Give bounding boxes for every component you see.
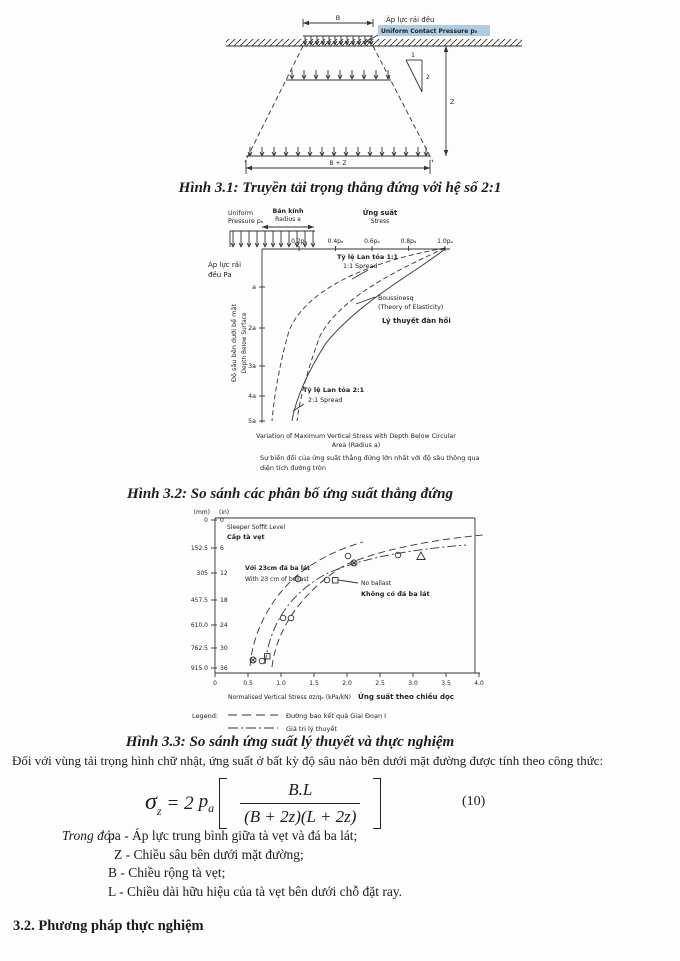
svg-text:1.0: 1.0 <box>276 680 286 687</box>
envelope-curve-left <box>250 542 363 666</box>
svg-text:diện tích đường tròn: diện tích đường tròn <box>260 464 326 472</box>
svg-text:4.0: 4.0 <box>474 680 484 687</box>
svg-text:Giá trị lý thuyết: Giá trị lý thuyết <box>286 725 337 733</box>
fig32-pressure-left-vi: Áp lực rải <box>208 261 242 269</box>
fig33-xlabel-en: Normalised Vertical Stress σz/qₒ (kPa/kN) <box>228 694 351 701</box>
svg-text:Pressure pₐ: Pressure pₐ <box>228 218 264 225</box>
svg-text:0: 0 <box>213 680 217 687</box>
fig33-xlabel-vi: Ứng suất theo chiều dọc <box>358 693 454 701</box>
svg-text:0: 0 <box>220 517 224 524</box>
svg-text:3a: 3a <box>248 363 256 370</box>
svg-text:a: a <box>252 284 256 291</box>
fig31-slope-h: 1 <box>411 52 415 59</box>
fig31-dim-bottom: B + Z <box>329 160 347 167</box>
svg-text:2.5: 2.5 <box>375 680 385 687</box>
fig32-spread21-label-en: 2:1 Spread <box>308 397 343 404</box>
curve-boussinesq <box>292 249 445 421</box>
section-heading-3-2: 3.2. Phương pháp thực nghiệm <box>13 918 204 934</box>
svg-text:2a: 2a <box>248 325 256 332</box>
svg-text:0: 0 <box>204 517 208 524</box>
equation-number: (10) <box>462 794 486 809</box>
fig33-sleeper-label-en: Sleeper Soffit Level <box>227 524 286 531</box>
svg-text:18: 18 <box>220 597 228 604</box>
fraction-denominator: (B + 2z)(L + 2z) <box>240 803 360 827</box>
fig32-depth-axis-vi: Độ sâu bên dưới bề mặt <box>230 303 238 383</box>
svg-text:762.5: 762.5 <box>190 645 208 652</box>
equation-10 <box>145 778 381 829</box>
fig33-ballast-label-en: With 23 cm of ballast <box>245 576 309 583</box>
curve-1-1-spread <box>272 248 445 421</box>
svg-text:12: 12 <box>220 570 228 577</box>
svg-text:Legend:: Legend: <box>192 712 219 720</box>
fig32-y-ticks <box>248 284 265 425</box>
svg-text:3.0: 3.0 <box>408 680 418 687</box>
fig32-depth-axis-en: Depth Below Surface <box>242 312 248 374</box>
fraction-numerator: B.L <box>288 780 313 799</box>
intro-paragraph: Đối với vùng tải trọng hình chữ nhật, ứng suất ở bất kỳ độ sâu nào bên dưới mặt đường được tính theo công thức: <box>12 753 604 768</box>
right-bracket <box>373 778 381 829</box>
curve-2-1-spread <box>297 248 445 421</box>
fig31-mid-load-arrows <box>290 70 390 79</box>
fig33-noballast-label-en: No ballast <box>361 580 392 587</box>
svg-text:0.4pₐ: 0.4pₐ <box>327 238 344 245</box>
svg-text:1.5: 1.5 <box>309 680 319 687</box>
definition-z: Z - Chiều sâu bên dưới mặt đường; <box>114 846 304 862</box>
svg-text:Đường bao kết quả Giai Đoạn I: Đường bao kết quả Giai Đoạn I <box>286 712 387 720</box>
fig31-load-label-vi: Áp lực rải đều <box>386 16 435 24</box>
svg-text:24: 24 <box>220 622 228 629</box>
svg-text:152.5: 152.5 <box>190 545 208 552</box>
fig31-dim-top: B <box>335 14 341 22</box>
fig32-elastic-label-vi: Lý thuyết đàn hồi <box>382 317 451 325</box>
svg-text:30: 30 <box>220 645 228 652</box>
figure-3-2-caption: Hình 3.2: So sánh các phân bố ứng suất thẳng đứng <box>127 486 453 502</box>
fig32-boussinesq-label: Boussinesq <box>378 295 414 302</box>
svg-text:5a: 5a <box>248 418 256 425</box>
fig33-x-ticks <box>213 673 484 687</box>
svg-text:1.0pₐ: 1.0pₐ <box>437 238 453 245</box>
fig33-sleeper-label-vi: Cấp tà vẹt <box>227 533 265 541</box>
fig31-load-label-en: Uniform Contact Pressure p₀ <box>381 28 478 35</box>
figure-3-1-caption: Hình 3.1: Truyền tải trọng thẳng đứng với hệ số 2:1 <box>178 180 502 196</box>
definition-pa: pa - Áp lực trung bình giữa tà vẹt và đá ba lát; <box>108 828 358 843</box>
fig33-y-ticks <box>191 517 228 672</box>
figure-3-1-load-spread-diagram <box>218 8 530 182</box>
fig31-bottom-load-arrows <box>248 147 428 156</box>
svg-text:3.5: 3.5 <box>441 680 451 687</box>
fig32-stress-label-vi: Ứng suất <box>362 209 398 217</box>
svg-text:0.2pₐ: 0.2pₐ <box>291 238 307 245</box>
svg-text:610.0: 610.0 <box>190 622 208 629</box>
figure-3-3-theory-experiment-chart <box>130 503 495 737</box>
svg-text:6: 6 <box>220 545 224 552</box>
svg-text:915.0: 915.0 <box>190 665 208 672</box>
figure-3-2-stress-distribution-chart <box>200 203 520 479</box>
theory-curve <box>265 545 466 664</box>
svg-text:đều Pa: đều Pa <box>208 271 232 279</box>
fig33-unit-mm: (mm) <box>193 509 210 516</box>
svg-text:0.6pₐ: 0.6pₐ <box>364 238 380 245</box>
fig33-noballast-label-vi: Không có đá ba lát <box>361 590 430 598</box>
fig33-ballast-label-vi: Với 23cm đá ba lát <box>245 565 310 572</box>
where-label: Trong đó: <box>62 828 116 843</box>
circle-cross-marker <box>351 560 357 566</box>
symbol-definitions <box>108 827 402 901</box>
fig32-radius-label-vi: Bán kính <box>272 208 304 215</box>
fig32-spread11-label-en: 1:1 Spread <box>343 263 378 270</box>
fig32-uniform-pressure-label: Uniform <box>228 210 254 217</box>
fig33-legend <box>192 712 386 733</box>
fig32-subcaption-vi: Sự biến đổi của ứng suất thẳng đứng lớn nhất với độ sâu thông qua <box>260 454 480 462</box>
envelope-curve-right <box>272 535 483 667</box>
svg-text:457.5: 457.5 <box>190 597 208 604</box>
left-bracket <box>219 778 227 829</box>
fig32-spread11-label-vi: Tỷ lệ Lan tỏa 1:1 <box>337 253 399 261</box>
sigma-symbol: $\sigma_z$ <box>145 788 162 818</box>
svg-text:2.0: 2.0 <box>342 680 352 687</box>
fraction <box>232 778 368 829</box>
fig32-stress-label-en: Stress <box>370 218 390 225</box>
svg-text:0.5: 0.5 <box>243 680 253 687</box>
fig31-dim-depth: Z <box>450 98 455 106</box>
fig31-slope-v: 2 <box>426 74 430 81</box>
fig33-unit-in: (in) <box>219 509 230 516</box>
figure-3-3-caption: Hình 3.3: So sánh ứng suất lý thuyết và thực nghiệm <box>125 734 455 750</box>
fig32-spread21-label-vi: Tỷ lệ Lan tỏa 2:1 <box>303 386 365 394</box>
svg-text:0.8pₐ: 0.8pₐ <box>400 238 417 245</box>
ground-hatching <box>226 39 522 46</box>
definition-l: L - Chiều dài hữu hiệu của tà vẹt bên dưới chỗ đặt ray. <box>108 883 403 899</box>
svg-text:36: 36 <box>220 665 228 672</box>
svg-text:Area (Radius a): Area (Radius a) <box>331 442 381 449</box>
svg-text:4a: 4a <box>248 393 256 400</box>
pressure-term: $p_a$ <box>198 791 215 815</box>
svg-text:305: 305 <box>196 570 208 577</box>
fig32-subcaption-en: Variation of Maximum Vertical Stress with Depth Below Circular <box>256 433 456 440</box>
fig32-radius-label-en: Radius a <box>275 216 301 223</box>
svg-text:(Theory of Elasticity): (Theory of Elasticity) <box>378 304 444 311</box>
equation-coefficient: = 2 <box>166 792 194 814</box>
definition-b: B - Chiều rộng tà vẹt; <box>108 865 226 880</box>
